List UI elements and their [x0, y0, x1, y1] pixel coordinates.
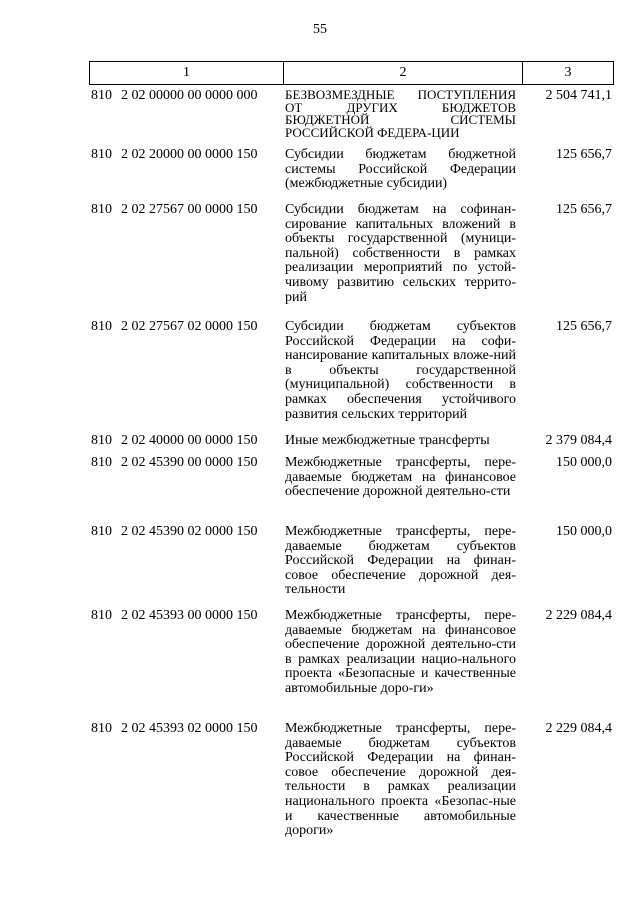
table-row: [89, 431, 614, 453]
budget-classification-code: 2 02 27567 00 0000 150: [121, 202, 258, 217]
budget-classification-code: 2 02 40000 00 0000 150: [121, 433, 258, 448]
table-row: [89, 317, 614, 431]
revenue-table: [89, 86, 614, 849]
revenue-description: Субсидии бюджетам бюджетной системы Российской Федерации (межбюджетные субсидии): [285, 147, 516, 192]
table-row: [89, 606, 614, 719]
revenue-description: Субсидии бюджетам на софинан-сирование капитальных вложений в объекты государственной (муници-пальной) собственности в рамках реализации мероприятий по устой-чивому развитию сельских террито-рий: [285, 202, 516, 305]
amount: 150 000,0: [556, 524, 612, 539]
admin-code: 810: [91, 433, 112, 448]
amount: 150 000,0: [556, 455, 612, 470]
amount: 2 229 084,4: [545, 608, 612, 623]
admin-code: 810: [91, 319, 112, 334]
revenue-description: Межбюджетные трансферты, пере-даваемые бюджетам субъектов Российской Федерации на финан-совое обеспечение дорожной дея-тельности: [285, 524, 516, 598]
revenue-description: Межбюджетные трансферты, пере-даваемые бюджетам субъектов Российской Федерации на финан-совое обеспечение дорожной дея-тельности в рамках реализации национального проекта «Безопас-ные и качественные автомобильные дороги»: [285, 721, 516, 839]
revenue-description: Субсидии бюджетам субъектов Российской Федерации на софи-нансирование капитальных вложе-ний в объекты государственной (муниципальной) собственности в рамках обеспечения устойчивого развития сельских территорий: [285, 319, 516, 422]
table-row: [89, 522, 614, 606]
admin-code: 810: [91, 721, 112, 736]
revenue-description: БЕЗВОЗМЕЗДНЫЕ ПОСТУПЛЕНИЯ ОТ ДРУГИХ БЮДЖЕТОВ БЮДЖЕТНОЙ СИСТЕМЫ РОССИЙСКОЙ ФЕДЕРА-ЦИИ: [285, 87, 516, 140]
amount: 2 379 084,4: [545, 433, 612, 448]
table-column-header: [89, 61, 614, 85]
table-row: [89, 145, 614, 200]
admin-code: 810: [91, 524, 112, 539]
admin-code: 810: [91, 88, 112, 103]
admin-code: 810: [91, 608, 112, 623]
amount: 125 656,7: [556, 147, 612, 162]
revenue-description: Иные межбюджетные трансферты: [285, 433, 490, 448]
table-row: [89, 453, 614, 522]
amount: 2 229 084,4: [545, 721, 612, 736]
admin-code: 810: [91, 147, 112, 162]
budget-classification-code: 2 02 45393 02 0000 150: [121, 721, 258, 736]
budget-classification-code: 2 02 20000 00 0000 150: [121, 147, 258, 162]
table-row: [89, 200, 614, 317]
amount: 125 656,7: [556, 319, 612, 334]
revenue-description: Межбюджетные трансферты, пере-даваемые бюджетам на финансовое обеспечение дорожной деятельно-сти: [285, 455, 516, 500]
column-1-header: 1: [90, 62, 284, 84]
budget-classification-code: 2 02 45390 00 0000 150: [121, 455, 258, 470]
budget-classification-code: 2 02 45393 00 0000 150: [121, 608, 258, 623]
revenue-description: Межбюджетные трансферты, пере-даваемые бюджетам на финансовое обеспечение дорожной деятельно-сти в рамках реализации нацио-нального проекта «Безопасные и качественные автомобильные доро-ги»: [285, 608, 516, 696]
column-2-header: 2: [284, 62, 523, 84]
amount: 125 656,7: [556, 202, 612, 217]
budget-classification-code: 2 02 45390 02 0000 150: [121, 524, 258, 539]
admin-code: 810: [91, 455, 112, 470]
table-row: [89, 86, 614, 145]
admin-code: 810: [91, 202, 112, 217]
budget-classification-code: 2 02 00000 00 0000 000: [121, 88, 258, 103]
budget-classification-code: 2 02 27567 02 0000 150: [121, 319, 258, 334]
table-row: [89, 719, 614, 849]
amount: 2 504 741,1: [545, 88, 612, 103]
column-3-header: 3: [564, 65, 572, 80]
page-number: 55: [313, 22, 327, 37]
